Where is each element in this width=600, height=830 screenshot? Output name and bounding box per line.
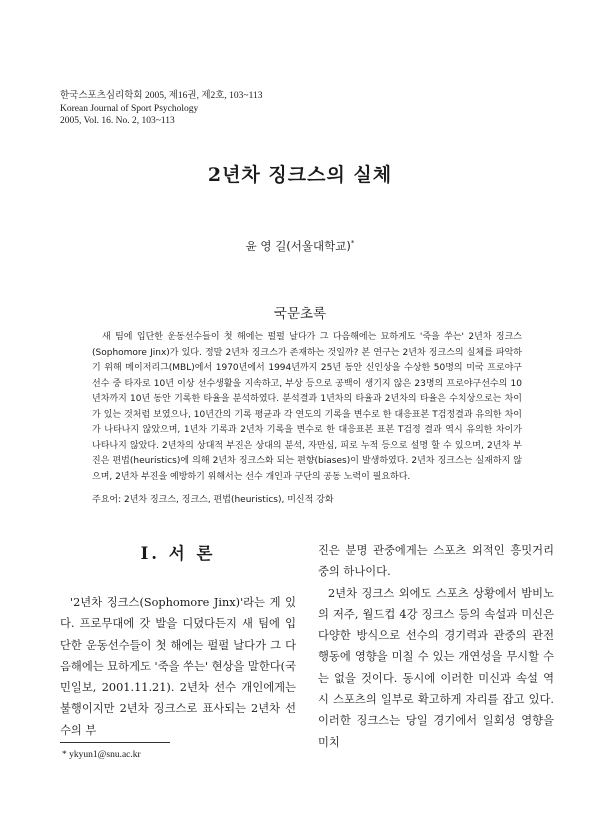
footnote-divider xyxy=(60,742,170,743)
intro-paragraph-1: '2년차 징크스(Sophomore Jinx)'라는 게 있다. 프로무대에 갓 발을 디뎠다든지 새 팀에 입단한 운동선수들이 첫 해에는 펄펄 날다가 그 다음해에는 묘하게도 '죽을 쑤는' 현상을 말한다(국민일보, 2001.11.21). 2년차 선수 개인에게는 불행이지만 2년차 징크스로 표사되는 2년차 선수의 부 xyxy=(60,596,296,737)
author-footnote-mark: * xyxy=(350,239,355,248)
journal-citation-korean: 한국스포츠심리학회 2005, 제16권, 제2호, 103~113 xyxy=(60,91,263,101)
keywords: 주요어: 2년차 징크스, 징크스, 편법(heuristics), 미신적 강화 xyxy=(92,495,334,505)
body-column-left xyxy=(60,540,296,741)
author-email-footnote: * ykyun1@snu.ac.kr xyxy=(62,750,141,760)
intro-paragraph-2: 2년차 징크스 외에도 스포츠 상황에서 밤비노의 저주, 월드컵 4강 징크스 등의 속설과 미신은 다양한 방식으로 선수의 경기력과 관중의 관전행동에 영향을 미칠 수 있는 개연성을 무시할 수는 없을 것이다. 동시에 이러한 미신과 속설 역시 스포츠의 일부로 확고하게 자리를 잡고 있다. 이러한 징크스는 당일 경기에서 일회성 영향을 미치 xyxy=(318,586,554,749)
journal-citation-volume: 2005, Vol. 16. No. 2, 103~113 xyxy=(60,116,175,126)
paper-title: 2년차 징크스의 실체 xyxy=(207,164,393,186)
author-line xyxy=(0,238,600,254)
journal-citation xyxy=(60,90,262,128)
intro-paragraph-1-continued: 진은 분명 관중에게는 스포츠 외적인 흥밋거리 중의 하나이다. xyxy=(318,544,554,579)
body-column-right xyxy=(318,540,554,753)
abstract-heading: 국문초록 xyxy=(273,306,327,322)
journal-citation-english: Korean Journal of Sport Psychology xyxy=(60,103,199,114)
section-heading: Ⅰ. 서 론 xyxy=(140,544,216,563)
author-name: 윤 영 길(서울대학교) xyxy=(245,239,351,253)
abstract-text: 새 팀에 입단한 운동선수들이 첫 해에는 펄펄 날다가 그 다음해에는 묘하게도 '죽을 쑤는' 2년차 징크스(Sophomore Jinx)가 있다. 정말 2년차 징크스가 존재하는 것일까? 본 연구는 2년차 징크스의 실체를 파악하기 위해 메이저리그(MBL)에서 1970년에서 1994년까지 25년 동안 신인상을 수상한 50명의 미국 프로야구선수 중 타자로 10년 이상 선수생활을 지속하고, 부상 등으로 공백이 생기지 않은 23명의 프로야구선수의 10년차까지 10년 동안 기록한 타율을 분석하였다. 분석결과 1년차의 타율과 2년차의 타율은 수치상으로는 차이가 있는 것처럼 보였으나, 10년간의 기록 평균과 각 연도의 기록을 변수로 한 대응표본 T검정결과 유의한 차이가 나타나지 않았으며, 1년차 기록과 2년차 기록을 변수로 한 대응표본 표본 T검정 결과 역시 유의한 차이가 나타나지 않았다. 2년차의 상대적 부진은 상대의 분석, 자만심, 피로 누적 등으로 설명 할 수 있으며, 2년차 부진은 편법(heuristics)에 의해 2년차 징크스화 되는 편향(biases)이 발생하였다. 2년차 징크스는 실재하지 않으며, 2년차 부진을 예방하기 위해서는 선수 개인과 구단의 공동 노력이 필요하다. xyxy=(92,332,522,482)
